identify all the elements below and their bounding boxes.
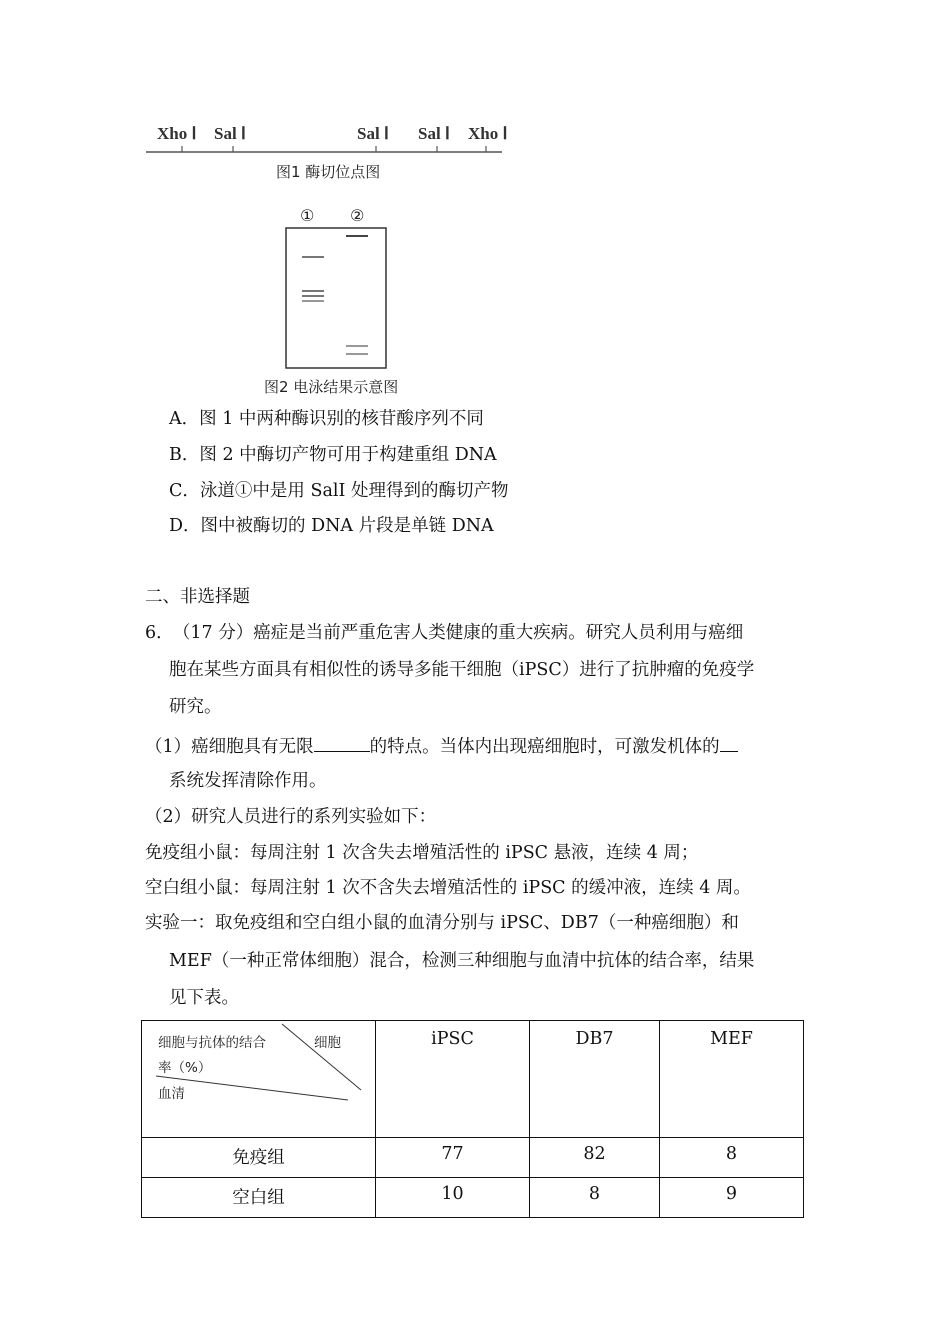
part-2-heading: （2）研究人员进行的系列实验如下： [145,807,437,827]
figure-1-caption: 图1 酶切位点图 [276,163,381,181]
blank-group-description: 空白组小鼠：每周注射 1 次不含失去增殖活性的 iPSC 的缓冲液，连续 4 周。 [145,878,751,898]
table-header-row [142,1021,804,1138]
experiment-1-line-2: MEF（一种正常体细胞）混合，检测三种细胞与血清中抗体的结合率，结果 [169,951,755,971]
experiment-1-line-3: 见下表。 [169,988,239,1008]
option-letter: D． [169,516,201,536]
cell-value: 10 [376,1178,530,1218]
lane-label-1: ① [300,206,315,225]
cell-value: 77 [376,1138,530,1178]
question-6-line-1: 6． （17 分）癌症是当前严重危害人类健康的重大疾病。研究人员利用与癌细 [145,623,744,643]
lane-label-2: ② [350,206,365,225]
site-label-sal-2: Sal Ⅰ [357,124,389,143]
figure-2-caption: 图2 电泳结果示意图 [264,378,399,396]
question-number: 6． [145,623,174,643]
option-a [169,408,484,430]
site-label-xho-1: Xho Ⅰ [157,124,197,143]
cell-value: 8 [660,1138,804,1178]
option-letter: B． [169,445,200,465]
dna-fragment-line [140,140,520,160]
option-d [169,515,494,537]
section-title: 二、非选择题 [145,587,250,607]
part-1-line: （1）癌细胞具有无限 的特点。当体内出现癌细胞时，可激发机体的 [145,733,738,758]
row-label-immune: 免疫组 [142,1138,376,1178]
row-label-blank: 空白组 [142,1178,376,1218]
site-label-sal-3: Sal Ⅰ [418,124,450,143]
question-6-line-2: 胞在某些方面具有相似性的诱导多能干细胞（iPSC）进行了抗肿瘤的免疫学 [169,660,755,680]
results-table [141,1020,804,1218]
option-text: 图 2 中酶切产物可用于构建重组 DNA [199,445,497,465]
experiment-1-line-1: 实验一：取免疫组和空白组小鼠的血清分别与 iPSC、DB7（一种癌细胞）和 [145,913,739,933]
table-corner-cell [142,1021,376,1138]
corner-diagonal-lines [142,1021,375,1138]
corner-label-rate-title: 细胞与抗体的结合 [158,1035,266,1051]
answer-blank-1[interactable] [314,733,370,752]
option-text: 图 1 中两种酶识别的核苷酸序列不同 [199,409,484,429]
immune-group-description: 免疫组小鼠：每周注射 1 次含失去增殖活性的 iPSC 悬液，连续 4 周； [145,843,699,863]
answer-blank-2[interactable] [720,733,738,752]
cell-value: 82 [530,1138,660,1178]
corner-label-rate-unit: 率（%） [158,1060,212,1076]
table-row [142,1178,804,1218]
table-row [142,1138,804,1178]
option-b [169,444,497,466]
corner-label-serum: 血清 [158,1086,185,1102]
corner-label-cell: 细胞 [314,1035,341,1051]
option-c [169,480,508,502]
option-text: 图中被酶切的 DNA 片段是单链 DNA [200,516,494,536]
gel-diagram [284,226,390,372]
site-label-sal-1: Sal Ⅰ [214,124,246,143]
question-6-line-3: 研究。 [169,697,222,717]
cell-value: 9 [660,1178,804,1218]
option-text: 泳道①中是用 SalI 处理得到的酶切产物 [199,481,509,501]
part-1-line-2: 系统发挥清除作用。 [169,771,327,791]
option-letter: A． [169,409,200,429]
site-label-xho-2: Xho Ⅰ [468,124,508,143]
cell-value: 8 [530,1178,660,1218]
column-header-mef: MEF [660,1021,804,1138]
option-letter: C． [169,481,200,501]
column-header-db7: DB7 [530,1021,660,1138]
column-header-ipsc: iPSC [376,1021,530,1138]
